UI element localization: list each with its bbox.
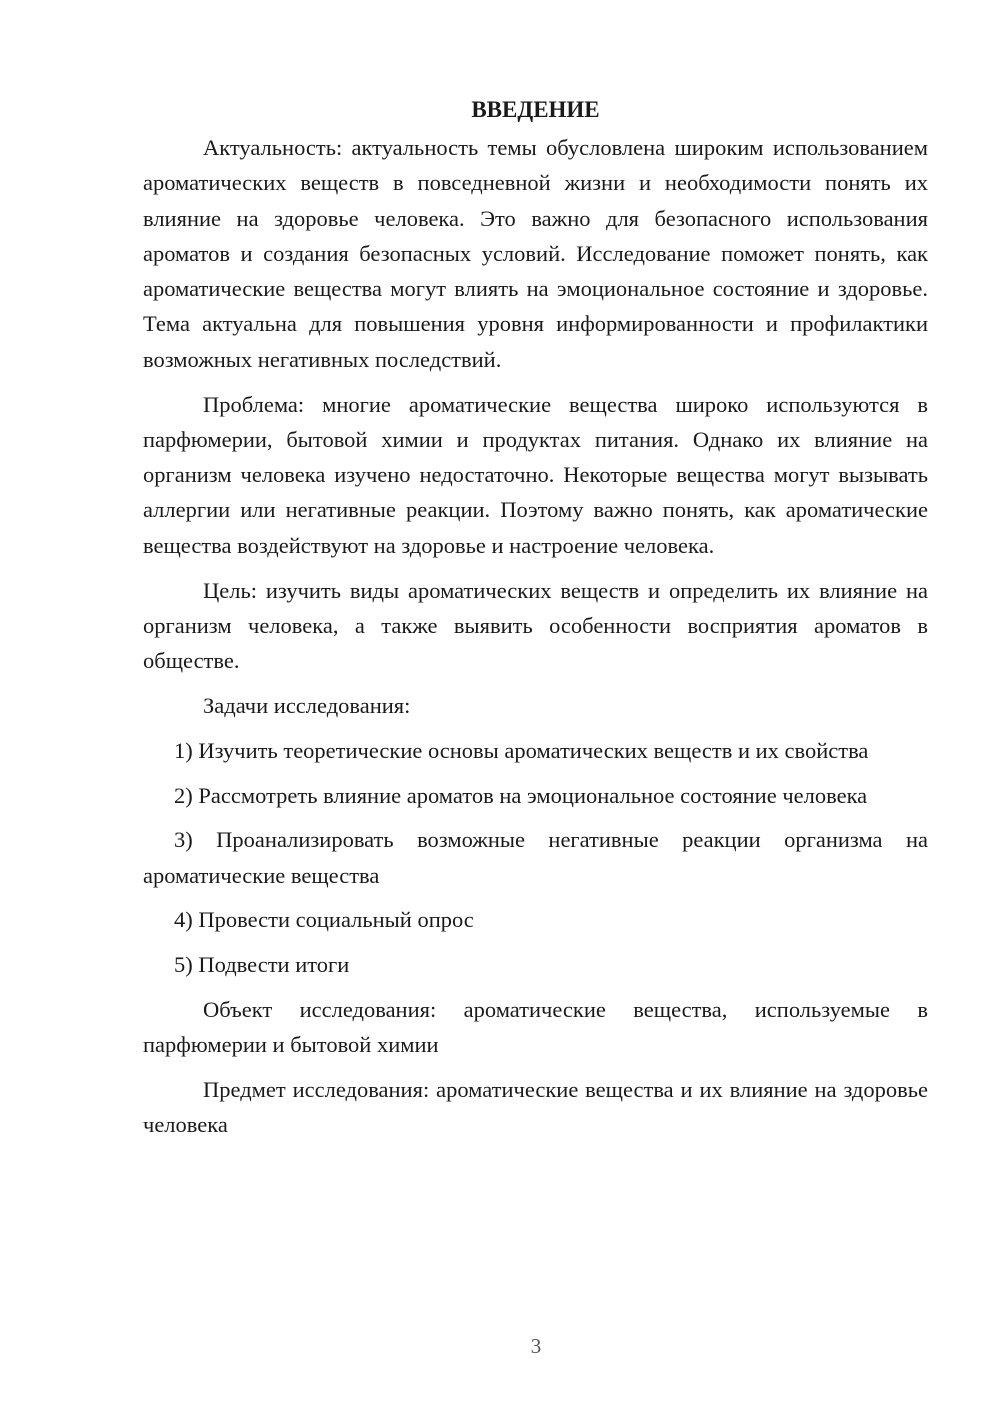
task-item-1: 1) Изучить теоретические основы ароматических веществ и их свойства: [174, 737, 869, 763]
relevance-paragraph: Актуальность: актуальность темы обусловлена широким использованием ароматических веществ в повседневной жизни и необходимости понять их влияние на здоровье человека. Это важно для безопасного использования ароматов и создания безопасных условий. Исследование поможет понять, как ароматические вещества могут влиять на эмоциональное состояние и здоровье. Тема актуальна для повышения уровня информированности и профилактики возможных негативных последствий.: [143, 135, 928, 372]
research-object-paragraph: Объект исследования: ароматические вещества, используемые в парфюмерии и бытовой химии: [143, 997, 928, 1058]
task-item-5: 5) Подвести итоги: [174, 952, 350, 978]
page-title: ВВЕДЕНИЕ: [471, 97, 600, 122]
document-page: [143, 92, 928, 1143]
task-item-2: 2) Рассмотреть влияние ароматов на эмоциональное состояние человека: [174, 782, 868, 808]
page-number: 3: [530, 1334, 542, 1358]
task-item-3: 3) Проанализировать возможные негативные реакции организма на ароматические вещества: [143, 827, 928, 888]
tasks-heading: Задачи исследования:: [203, 692, 411, 718]
task-item-4: 4) Провести социальный опрос: [174, 907, 474, 933]
problem-paragraph: Проблема: многие ароматические вещества широко используются в парфюмерии, бытовой химии и продуктах питания. Однако их влияние на организм человека изучено недостаточно. Некоторые вещества могут вызывать аллергии или негативные реакции. Поэтому важно понять, как ароматические вещества воздействуют на здоровье и настроение человека.: [143, 391, 928, 558]
goal-paragraph: Цель: изучить виды ароматических веществ и определить их влияние на организм человека, а также выявить особенности восприятия ароматов в обществе.: [143, 577, 928, 674]
research-subject-paragraph: Предмет исследования: ароматические вещества и их влияние на здоровье человека: [143, 1077, 928, 1138]
